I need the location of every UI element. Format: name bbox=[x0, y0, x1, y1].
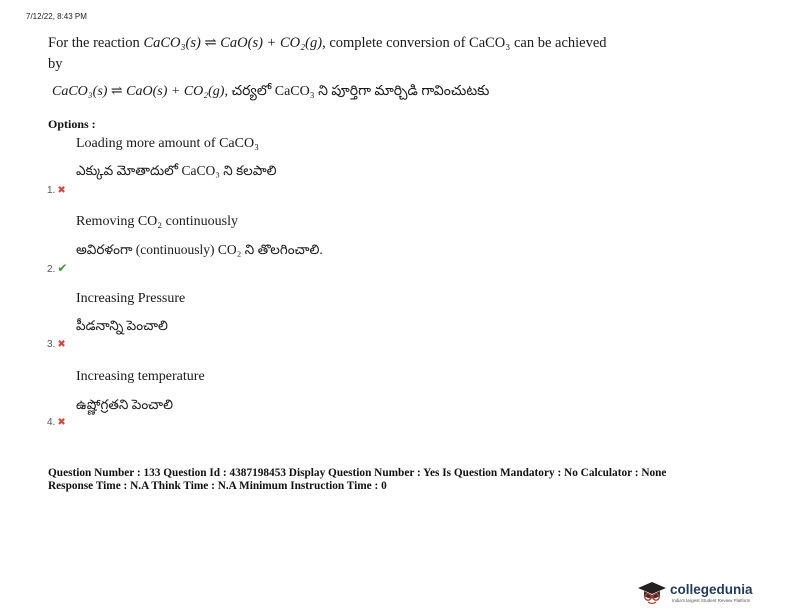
option-2-english: Removing CO₂ continuously bbox=[76, 214, 238, 229]
option-3-number bbox=[47, 339, 66, 350]
graduate-cap-icon bbox=[636, 580, 668, 606]
question-equation-telugu: CaCO₃(s) ⇌ CaO(s) + CO₂(g) bbox=[52, 84, 225, 99]
option-1-number-label: 1. bbox=[47, 185, 56, 196]
options-label: Options : bbox=[48, 117, 96, 131]
option-2-number-label: 2. bbox=[47, 264, 56, 275]
option-4-number-label: 4. bbox=[47, 417, 56, 428]
question-meta-line-2: Response Time : N.A Think Time : N.A Minimum Instruction Time : 0 bbox=[48, 480, 387, 492]
option-3-telugu: పీడనాన్ని పెంచాలి bbox=[76, 318, 168, 333]
option-1-telugu: ఎక్కువ మోతాదులో CaCO₃ ని కలపాలి bbox=[76, 163, 277, 178]
question-equation: CaCO₃(s) ⇌ CaO(s) + CO₂(g) bbox=[143, 35, 323, 51]
option-2-telugu: అవిరళంగా (continuously) CO₂ ని తొలగించాలి. bbox=[76, 242, 323, 257]
collegedunia-logo bbox=[636, 580, 786, 606]
option-3-english: Increasing Pressure bbox=[76, 291, 186, 306]
option-4-number bbox=[47, 417, 66, 428]
option-4-english: Increasing temperature bbox=[76, 369, 205, 384]
wrong-mark-icon: ✖ bbox=[57, 339, 66, 350]
question-suffix-telugu: , చర్యలో CaCO₃ ని పూర్తిగా మార్చిడి గావించుటకు bbox=[224, 84, 490, 99]
question-suffix: , complete conversion of CaCO₃ can be achieved by bbox=[48, 35, 607, 72]
option-1-number bbox=[47, 185, 66, 196]
logo-tagline: India's largest Student Review Platform bbox=[672, 598, 751, 603]
option-1-english: Loading more amount of CaCO₃ bbox=[76, 136, 259, 151]
timestamp: 7/12/22, 8:43 PM bbox=[26, 12, 87, 21]
option-4-telugu: ఉష్ణోగ్రతని పెంచాలి bbox=[76, 397, 173, 412]
question-text-english bbox=[48, 33, 608, 75]
question-text-telugu bbox=[52, 83, 489, 102]
option-3-number-label: 3. bbox=[47, 339, 56, 350]
question-prefix: For the reaction bbox=[48, 35, 144, 51]
correct-check-icon: ✔ bbox=[57, 261, 68, 275]
wrong-mark-icon: ✖ bbox=[57, 417, 66, 428]
logo-name: collegedunia bbox=[670, 582, 753, 597]
wrong-mark-icon: ✖ bbox=[57, 185, 66, 196]
question-meta-line-1: Question Number : 133 Question Id : 4387198453 Display Question Number : Yes Is Question Mandatory : No Calculator : None bbox=[48, 467, 667, 479]
option-2-number bbox=[47, 261, 67, 275]
